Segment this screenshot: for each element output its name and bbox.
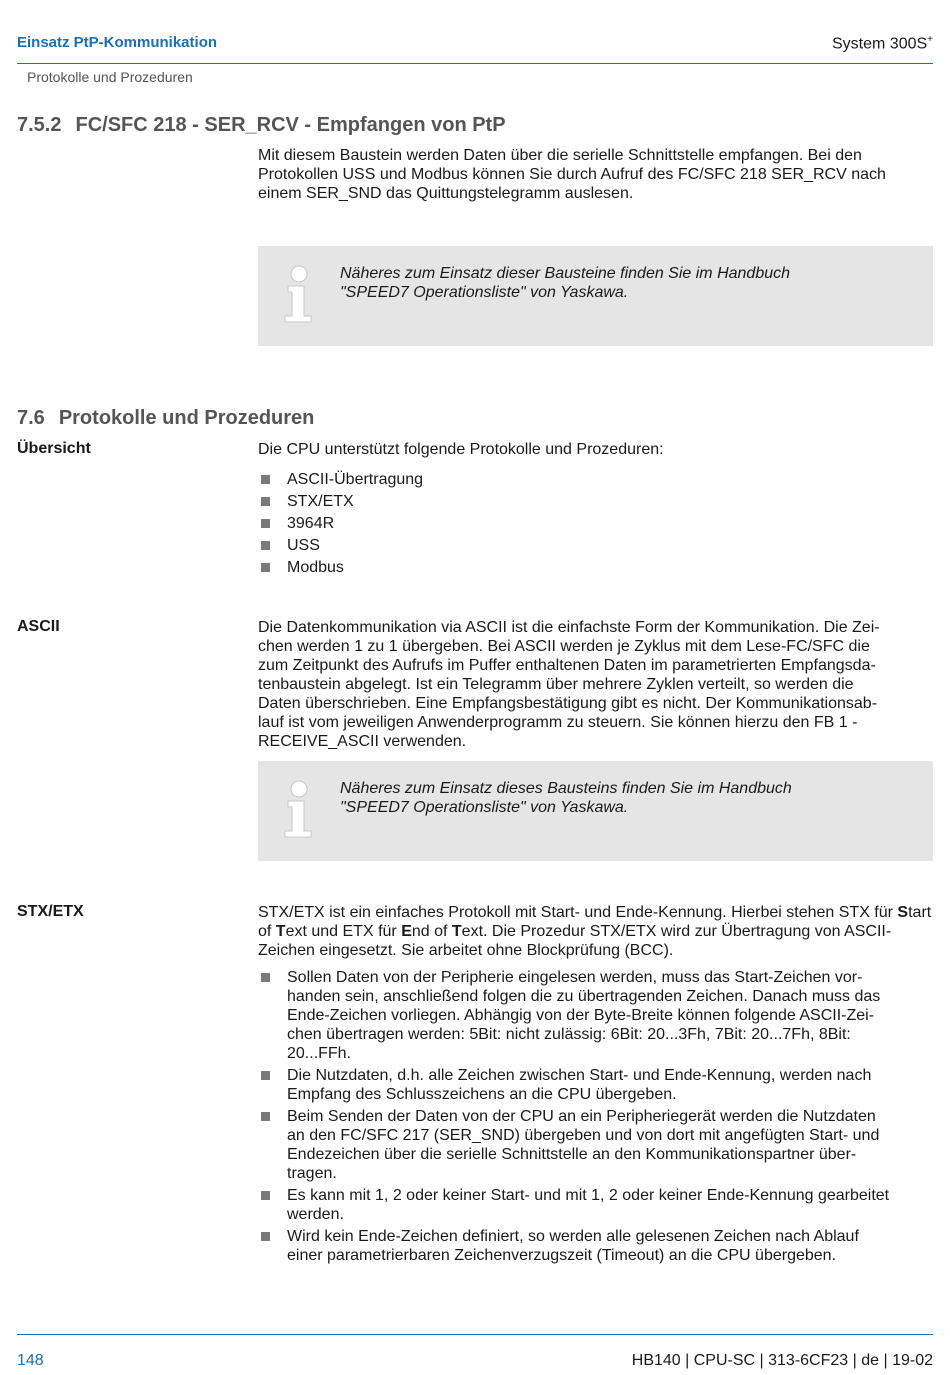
square-bullet-icon — [261, 519, 270, 528]
section-heading-7-5-2 — [17, 114, 506, 137]
running-header-subsection: Protokolle und Prozeduren — [27, 69, 193, 85]
square-bullet-icon — [261, 1071, 270, 1080]
square-bullet-icon — [261, 563, 270, 572]
system-name: System 300S — [832, 35, 928, 53]
ascii-body — [258, 618, 933, 751]
list-item-text: USS — [287, 537, 320, 554]
info-icon — [282, 264, 316, 324]
square-bullet-icon — [261, 475, 270, 484]
text-line: Ende-Zeichen vorliegen. Abhängig von der Byte-Breite können folgende ASCII-Zei- — [287, 1007, 875, 1024]
bold-letter: E — [401, 923, 412, 940]
list-item-text: STX/ETX — [287, 493, 354, 510]
text-line: Die Nutzdaten, d.h. alle Zeichen zwischen Start- und Ende-Kennung, werden nach — [287, 1067, 872, 1084]
text-line: an den FC/SFC 217 (SER_SND) übergeben und von dort mit angefügten Start- und — [287, 1127, 880, 1144]
info-note-box — [258, 761, 933, 861]
section-title: Protokolle und Prozeduren — [58, 407, 315, 429]
text-line: werden. — [287, 1206, 344, 1223]
list-item-text: ASCII-Übertragung — [287, 471, 424, 488]
note-line: "SPEED7 Operationsliste" von Yaskawa. — [340, 799, 629, 816]
text-line: Daten überschrieben. Eine Empfangsbestätigung gibt es nicht. Der Kommunikationsab- — [258, 695, 878, 712]
section-heading-7-6 — [17, 407, 314, 430]
section-number: 7.5.2 — [17, 114, 62, 136]
list-item-text: Modbus — [287, 559, 344, 576]
side-heading-stx-etx: STX/ETX — [17, 903, 84, 920]
square-bullet-icon — [261, 1232, 270, 1241]
text-line: handen sein, anschließend folgen die zu übertragenden Zeichen. Danach muss das — [287, 988, 881, 1005]
protocol-list — [258, 469, 933, 579]
info-note-text — [340, 264, 790, 302]
text-line: Beim Senden der Daten von der CPU an ein Peripheriegerät werden die Nutzdaten — [287, 1108, 876, 1125]
footer-rule — [17, 1334, 933, 1335]
text-line: zum Zeitpunkt des Aufrufs im Puffer enthaltenen Daten im parametrierten Empfangsda- — [258, 657, 876, 674]
stx-etx-intro — [258, 903, 933, 960]
text-line: tragen. — [287, 1165, 337, 1182]
text-run: ext und ETX für — [285, 923, 402, 940]
list-item — [258, 557, 933, 579]
note-line: "SPEED7 Operationsliste" von Yaskawa. — [340, 284, 629, 301]
list-item — [258, 1186, 933, 1224]
text-line: einer parametrierbaren Zeichenverzugszeit (Timeout) an die CPU übergeben. — [287, 1247, 837, 1264]
text-line: Die Datenkommunikation via ASCII ist die einfachste Form der Kommunikation. Die Zei- — [258, 619, 880, 636]
square-bullet-icon — [261, 1112, 270, 1121]
section-number: 7.6 — [17, 407, 45, 429]
note-line: Näheres zum Einsatz dieser Bausteine finden Sie im Handbuch — [340, 265, 791, 282]
text-line: chen werden 1 zu 1 übergeben. Bei ASCII werden je Zyklus mit dem Lese-FC/SFC die — [258, 638, 870, 655]
section-title: FC/SFC 218 - SER_RCV - Empfangen von PtP — [75, 114, 506, 136]
text-line: 20...FFh. — [287, 1045, 352, 1062]
list-item — [258, 513, 933, 535]
text-line: Es kann mit 1, 2 oder keiner Start- und mit 1, 2 oder keiner Ende-Kennung gearbeitet — [287, 1187, 890, 1204]
info-note-box — [258, 246, 933, 346]
text-line: Endezeichen über die serielle Schnittstelle an den Kommunikationspartner über- — [287, 1146, 857, 1163]
bold-letter: S — [897, 904, 909, 921]
square-bullet-icon — [261, 497, 270, 506]
square-bullet-icon — [261, 973, 270, 982]
text-run: STX/ETX ist ein einfaches Protokoll mit Start- und Ende-Kennung. Hierbei stehen STX für — [258, 904, 898, 921]
list-item — [258, 1107, 933, 1183]
list-item — [258, 491, 933, 513]
list-item — [258, 968, 933, 1063]
section-7-5-2-body: Mit diesem Baustein werden Daten über die serielle Schnittstelle empfangen. Bei den Protokollen USS und Modbus können Sie durch Aufruf des FC/SFC 218 SER_RCV nach einem SER_SND das Quittungstelegramm auslesen. — [258, 147, 886, 202]
text-line: Empfang des Schlusszeichens an die CPU übergeben. — [287, 1086, 677, 1103]
info-icon — [282, 779, 316, 839]
bold-letter: T — [275, 923, 286, 940]
bold-letter: T — [451, 923, 462, 940]
side-heading-uebersicht: Übersicht — [17, 440, 91, 457]
system-superscript: + — [927, 34, 933, 45]
text-run: tart of — [258, 904, 932, 940]
text-line: lauf ist vom jeweiligen Anwenderprogramm zu steuern. Sie können hierzu den FB 1 - — [258, 714, 858, 731]
text-run: ext. Die Prozedur STX/ETX wird zur Übertragung von ASCII-Zeichen eingesetzt. Sie arbeitet ohne Blockprüfung (BCC). — [258, 923, 892, 959]
note-line: Näheres zum Einsatz dieses Bausteins finden Sie im Handbuch — [340, 780, 792, 797]
overview-intro: Die CPU unterstützt folgende Protokolle und Prozeduren: — [258, 441, 664, 458]
text-line: RECEIVE_ASCII verwenden. — [258, 733, 467, 750]
side-heading-ascii: ASCII — [17, 618, 60, 635]
list-item-text: 3964R — [287, 515, 335, 532]
list-item — [258, 535, 933, 557]
text-line: tenbaustein abgelegt. Ist ein Telegramm über mehrere Zyklen verteilt, so werden die — [258, 676, 854, 693]
document-id: HB140 | CPU-SC | 313-6CF23 | de | 19-02 — [631, 1352, 933, 1369]
square-bullet-icon — [261, 1191, 270, 1200]
list-item — [258, 469, 933, 491]
square-bullet-icon — [261, 541, 270, 550]
list-item — [258, 1227, 933, 1265]
running-header-system — [832, 34, 933, 53]
stx-etx-list — [258, 968, 933, 1265]
text-run: nd of — [411, 923, 452, 940]
running-header-chapter: Einsatz PtP-Kommunikation — [17, 34, 218, 51]
text-line: Wird kein Ende-Zeichen definiert, so werden alle gelesenen Zeichen nach Ablauf — [287, 1228, 859, 1245]
list-item — [258, 1066, 933, 1104]
info-note-text — [340, 779, 792, 817]
text-line: Sollen Daten von der Peripherie eingelesen werden, muss das Start-Zeichen vor- — [287, 969, 863, 986]
text-line: chen übertragen werden: 5Bit: nicht zulässig: 6Bit: 20...3Fh, 7Bit: 20...7Fh, 8Bit: — [287, 1026, 851, 1043]
page-number: 148 — [17, 1352, 44, 1369]
header-rule — [17, 63, 933, 64]
